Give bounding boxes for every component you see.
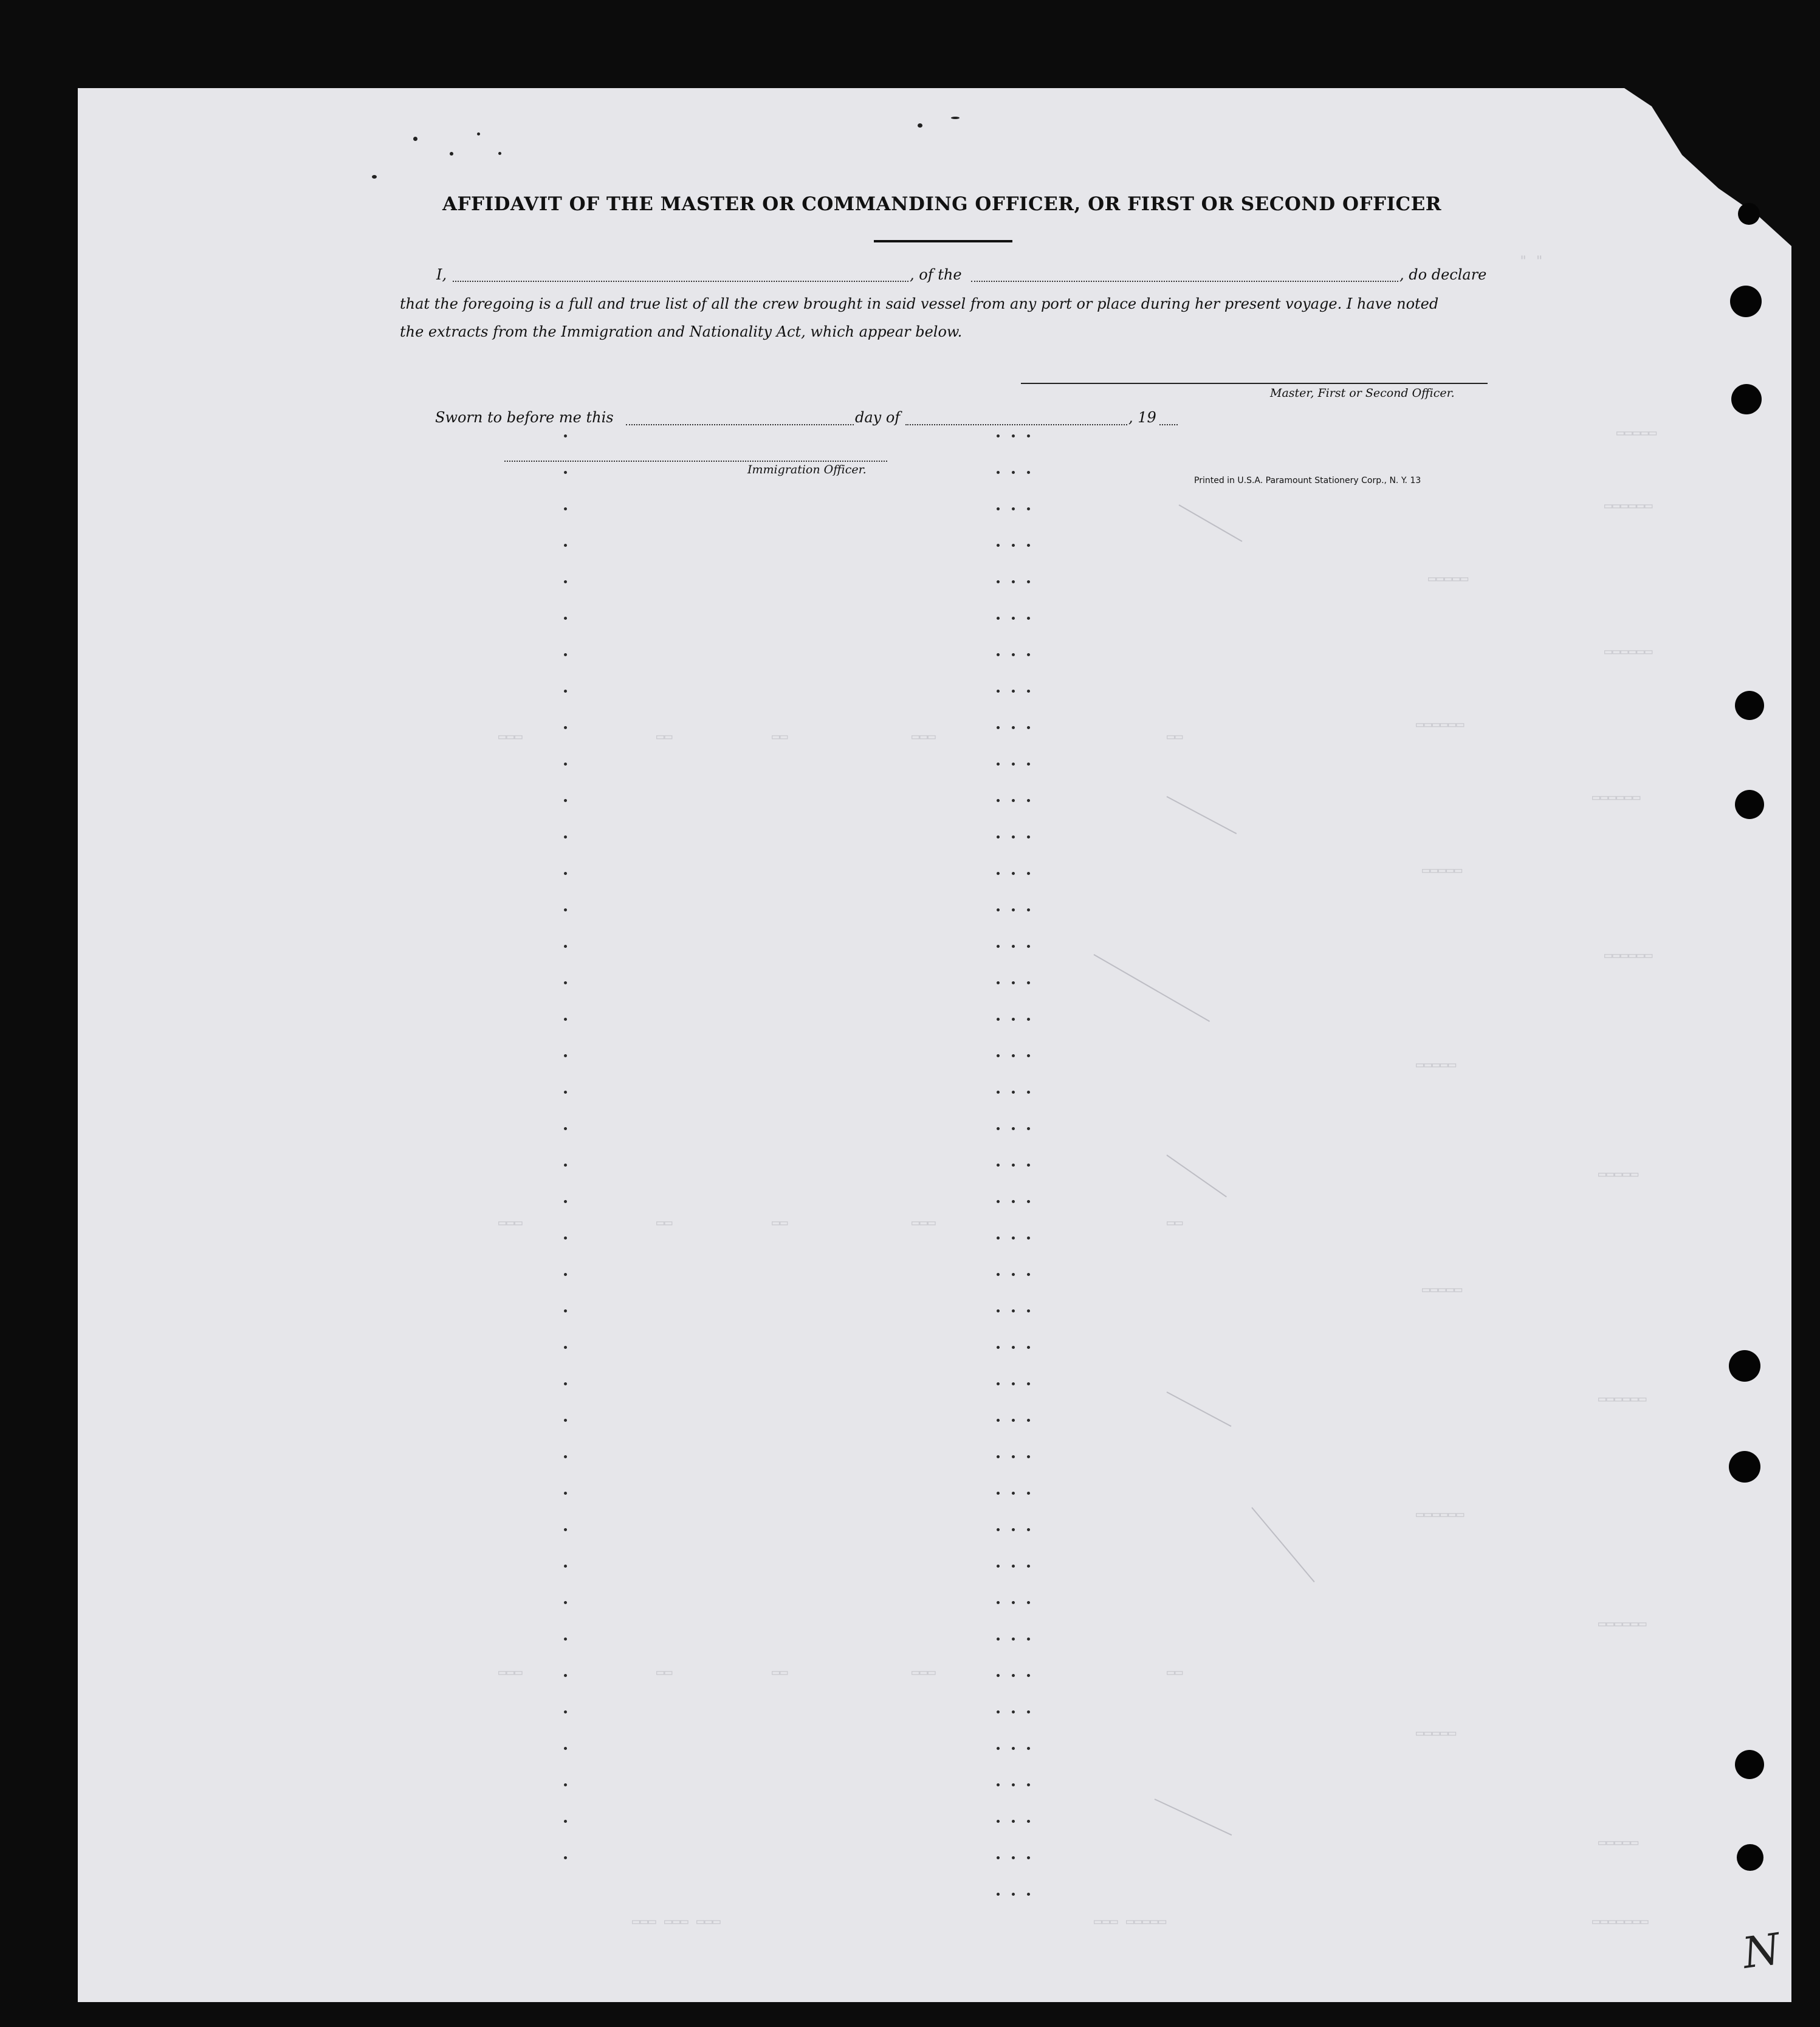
statement-line-2: the extracts from the Immigration and Nationality Act, which appear below. bbox=[400, 323, 963, 340]
period-mark bbox=[1012, 544, 1015, 547]
period-mark bbox=[1012, 1164, 1015, 1167]
punch-hole bbox=[1737, 1844, 1763, 1871]
period-mark bbox=[564, 1419, 567, 1422]
bleed-through-text: ▭▭▭▭▭▭▭ bbox=[1592, 1914, 1649, 1929]
year-label: , 19 bbox=[1128, 409, 1156, 426]
scan-speck bbox=[951, 117, 960, 119]
period-mark bbox=[1027, 1346, 1030, 1349]
punch-hole bbox=[1731, 384, 1762, 414]
period-mark bbox=[1027, 1747, 1030, 1750]
period-mark bbox=[1012, 981, 1015, 984]
period-mark bbox=[997, 507, 1000, 510]
period-mark bbox=[997, 1236, 1000, 1240]
period-mark bbox=[997, 1893, 1000, 1896]
officer-signature-line bbox=[504, 461, 887, 462]
period-mark bbox=[564, 1783, 567, 1786]
bleed-through-text: ▭▭▭▭▭▭ bbox=[1592, 790, 1641, 805]
bleed-through-text: ▭▭▭ bbox=[498, 1215, 523, 1230]
period-mark bbox=[564, 1346, 567, 1349]
period-mark bbox=[1012, 1309, 1015, 1312]
bleed-through-text: ▭▭▭▭▭ bbox=[1616, 425, 1657, 441]
bleed-through-text: ▭▭ bbox=[1167, 1215, 1183, 1230]
period-mark bbox=[1027, 1638, 1030, 1641]
margin-handwritten-mark: N bbox=[1739, 1924, 1784, 1978]
period-mark bbox=[1012, 1747, 1015, 1750]
period-mark bbox=[997, 1200, 1000, 1203]
period-mark bbox=[1012, 1127, 1015, 1130]
affidavit-title: AFFIDAVIT OF THE MASTER OR COMMANDING OFFICER, OR FIRST OR SECOND OFFICER bbox=[442, 193, 1442, 215]
punch-hole bbox=[1729, 1451, 1760, 1483]
period-mark bbox=[1027, 1127, 1030, 1130]
period-mark bbox=[1027, 1455, 1030, 1458]
bleed-through-text: " " bbox=[1519, 254, 1544, 269]
period-mark bbox=[1027, 1054, 1030, 1057]
period-mark bbox=[564, 945, 567, 948]
period-mark bbox=[997, 1382, 1000, 1385]
sworn-label: Sworn to before me this bbox=[435, 409, 614, 426]
bleed-through-text: ▭▭ bbox=[1167, 1665, 1183, 1680]
period-mark bbox=[1012, 1710, 1015, 1713]
period-mark bbox=[1012, 580, 1015, 583]
period-mark bbox=[564, 1856, 567, 1859]
period-mark bbox=[1027, 653, 1030, 656]
period-mark bbox=[997, 1492, 1000, 1495]
period-mark bbox=[564, 1018, 567, 1021]
period-mark bbox=[564, 1455, 567, 1458]
period-mark bbox=[997, 1346, 1000, 1349]
bleed-through-text: ▭▭▭▭▭▭ bbox=[1598, 1616, 1647, 1631]
period-mark bbox=[997, 1309, 1000, 1312]
period-mark bbox=[997, 1710, 1000, 1713]
period-mark bbox=[1012, 1528, 1015, 1531]
punch-hole bbox=[1735, 790, 1764, 819]
period-mark bbox=[564, 507, 567, 510]
bleed-through-text: ▭▭▭▭▭▭ bbox=[1598, 1391, 1647, 1407]
period-mark bbox=[1027, 1856, 1030, 1859]
period-mark bbox=[997, 1747, 1000, 1750]
sworn-day-field bbox=[626, 424, 854, 425]
period-mark bbox=[564, 763, 567, 766]
period-mark bbox=[997, 1820, 1000, 1823]
period-mark bbox=[997, 1856, 1000, 1859]
period-mark bbox=[1027, 544, 1030, 547]
period-mark bbox=[564, 1382, 567, 1385]
period-mark bbox=[1012, 1820, 1015, 1823]
bleed-through-text: ▭▭ bbox=[772, 1665, 788, 1680]
period-mark bbox=[997, 1528, 1000, 1531]
period-mark bbox=[997, 835, 1000, 839]
period-mark bbox=[1027, 1091, 1030, 1094]
period-mark bbox=[1012, 1455, 1015, 1458]
bleed-through-text: ▭▭▭ ▭▭▭▭▭ bbox=[1094, 1914, 1167, 1929]
period-mark bbox=[1027, 1674, 1030, 1677]
period-mark bbox=[564, 726, 567, 729]
punch-hole bbox=[1738, 203, 1760, 225]
period-mark bbox=[997, 1018, 1000, 1021]
period-mark bbox=[1012, 1601, 1015, 1604]
period-mark bbox=[564, 1528, 567, 1531]
bleed-through-text: ▭▭ bbox=[1167, 729, 1183, 744]
period-mark bbox=[564, 690, 567, 693]
period-mark bbox=[997, 1054, 1000, 1057]
period-mark bbox=[997, 580, 1000, 583]
period-mark bbox=[1012, 1565, 1015, 1568]
period-mark bbox=[564, 1236, 567, 1240]
bleed-through-text: ▭▭▭▭▭▭ bbox=[1416, 1507, 1465, 1522]
period-mark bbox=[564, 835, 567, 839]
of-the-label: , of the bbox=[910, 266, 962, 283]
bleed-through-text: ▭▭▭▭▭▭ bbox=[1604, 644, 1653, 659]
bleed-through-text: ▭▭▭▭▭▭ bbox=[1416, 717, 1465, 732]
period-mark bbox=[564, 1309, 567, 1312]
period-mark bbox=[564, 580, 567, 583]
period-mark bbox=[564, 908, 567, 911]
period-mark bbox=[1012, 1492, 1015, 1495]
period-mark bbox=[997, 690, 1000, 693]
period-mark bbox=[1012, 1783, 1015, 1786]
period-mark bbox=[1027, 1018, 1030, 1021]
sworn-year-field bbox=[1159, 424, 1178, 425]
bleed-through-text: ▭▭ bbox=[656, 1665, 673, 1680]
period-mark bbox=[1027, 835, 1030, 839]
period-mark bbox=[1027, 945, 1030, 948]
punch-hole bbox=[1730, 286, 1762, 317]
period-mark bbox=[997, 434, 1000, 437]
period-mark bbox=[1027, 1492, 1030, 1495]
signature-caption: Master, First or Second Officer. bbox=[1270, 386, 1455, 400]
vessel-field bbox=[971, 281, 1398, 282]
period-mark bbox=[1027, 1565, 1030, 1568]
punch-hole bbox=[1735, 1750, 1764, 1779]
scan-speck bbox=[450, 152, 453, 156]
period-mark bbox=[1027, 1236, 1030, 1240]
period-mark bbox=[1012, 1382, 1015, 1385]
printer-note: Printed in U.S.A. Paramount Stationery Corp., N. Y. 13 bbox=[1194, 476, 1421, 485]
period-mark bbox=[564, 1710, 567, 1713]
period-mark bbox=[1027, 1309, 1030, 1312]
period-mark bbox=[1027, 1382, 1030, 1385]
bleed-through-text: ▭▭▭▭▭▭ bbox=[1604, 948, 1653, 963]
period-mark bbox=[564, 981, 567, 984]
period-mark bbox=[1027, 1164, 1030, 1167]
declaration-prefix: I, bbox=[436, 266, 447, 283]
period-mark bbox=[997, 1638, 1000, 1641]
scan-speck bbox=[498, 152, 501, 155]
period-mark bbox=[1012, 945, 1015, 948]
period-mark bbox=[1027, 1419, 1030, 1422]
period-mark bbox=[564, 617, 567, 620]
bleed-through-text: ▭▭ bbox=[772, 1215, 788, 1230]
paper-sheet bbox=[78, 88, 1791, 2002]
period-mark bbox=[1027, 1820, 1030, 1823]
sworn-month-field bbox=[905, 424, 1127, 425]
period-mark bbox=[564, 434, 567, 437]
period-mark bbox=[997, 1565, 1000, 1568]
title-rule bbox=[874, 240, 1012, 242]
period-mark bbox=[1012, 726, 1015, 729]
period-mark bbox=[1012, 1273, 1015, 1276]
period-mark bbox=[997, 908, 1000, 911]
period-mark bbox=[1027, 1893, 1030, 1896]
scan-speck bbox=[372, 175, 377, 179]
period-mark bbox=[564, 1601, 567, 1604]
day-of-label: day of bbox=[855, 409, 901, 426]
period-mark bbox=[997, 981, 1000, 984]
period-mark bbox=[1027, 580, 1030, 583]
officer-caption: Immigration Officer. bbox=[747, 463, 867, 476]
period-mark bbox=[564, 1820, 567, 1823]
period-mark bbox=[1027, 471, 1030, 474]
period-mark bbox=[1027, 1601, 1030, 1604]
period-mark bbox=[1012, 617, 1015, 620]
period-mark bbox=[1027, 1710, 1030, 1713]
period-mark bbox=[564, 1747, 567, 1750]
period-mark bbox=[564, 1273, 567, 1276]
period-mark bbox=[564, 544, 567, 547]
bleed-through-text: ▭▭▭▭▭ bbox=[1598, 1167, 1639, 1182]
period-mark bbox=[1027, 872, 1030, 875]
period-mark bbox=[997, 1601, 1000, 1604]
period-mark bbox=[1012, 835, 1015, 839]
period-mark bbox=[1012, 872, 1015, 875]
bleed-through-text: ▭▭▭ bbox=[912, 729, 936, 744]
bleed-through-text: ▭▭▭ bbox=[912, 1665, 936, 1680]
period-mark bbox=[564, 1091, 567, 1094]
bleed-through-text: ▭▭▭▭▭ bbox=[1416, 1057, 1457, 1072]
period-mark bbox=[1012, 1054, 1015, 1057]
period-mark bbox=[1027, 1783, 1030, 1786]
period-mark bbox=[1027, 981, 1030, 984]
period-mark bbox=[564, 653, 567, 656]
period-mark bbox=[1012, 908, 1015, 911]
period-mark bbox=[564, 1565, 567, 1568]
bleed-through-text: ▭▭▭ ▭▭▭ ▭▭▭ bbox=[632, 1914, 721, 1929]
period-mark bbox=[997, 1164, 1000, 1167]
bleed-through-text: ▭▭ bbox=[772, 729, 788, 744]
period-mark bbox=[564, 1127, 567, 1130]
period-mark bbox=[1012, 434, 1015, 437]
period-mark bbox=[564, 471, 567, 474]
period-mark bbox=[997, 872, 1000, 875]
period-mark bbox=[997, 1091, 1000, 1094]
bleed-through-text: ▭▭▭▭▭▭ bbox=[1604, 498, 1653, 513]
period-mark bbox=[1027, 763, 1030, 766]
period-mark bbox=[997, 1127, 1000, 1130]
period-mark bbox=[1027, 1528, 1030, 1531]
punch-hole bbox=[1729, 1350, 1760, 1382]
bleed-through-text: ▭▭▭ bbox=[498, 729, 523, 744]
period-mark bbox=[1012, 1419, 1015, 1422]
period-mark bbox=[997, 1455, 1000, 1458]
period-mark bbox=[997, 1419, 1000, 1422]
name-field bbox=[453, 281, 908, 282]
period-mark bbox=[1012, 1018, 1015, 1021]
period-mark bbox=[997, 1273, 1000, 1276]
period-mark bbox=[997, 544, 1000, 547]
period-mark bbox=[1027, 1200, 1030, 1203]
statement-line-1: that the foregoing is a full and true list of all the crew brought in said vessel from any port or place during her present voyage. I have noted bbox=[400, 295, 1439, 312]
do-declare-label: , do declare bbox=[1399, 266, 1487, 283]
period-mark bbox=[1012, 763, 1015, 766]
period-mark bbox=[997, 726, 1000, 729]
period-mark bbox=[564, 1638, 567, 1641]
period-mark bbox=[1027, 617, 1030, 620]
period-mark bbox=[1012, 1893, 1015, 1896]
period-mark bbox=[1027, 434, 1030, 437]
scan-speck bbox=[413, 137, 417, 141]
scan-speck bbox=[477, 132, 480, 135]
period-mark bbox=[1012, 507, 1015, 510]
period-mark bbox=[1012, 1200, 1015, 1203]
period-mark bbox=[564, 1164, 567, 1167]
period-mark bbox=[1012, 653, 1015, 656]
period-mark bbox=[997, 471, 1000, 474]
period-mark bbox=[997, 799, 1000, 802]
period-mark bbox=[1027, 507, 1030, 510]
period-mark bbox=[1012, 1346, 1015, 1349]
period-mark bbox=[997, 1674, 1000, 1677]
period-mark bbox=[1012, 1856, 1015, 1859]
bleed-through-text: ▭▭▭▭▭ bbox=[1598, 1835, 1639, 1850]
period-mark bbox=[997, 945, 1000, 948]
scan-speck bbox=[918, 123, 922, 128]
period-mark bbox=[564, 1492, 567, 1495]
period-mark bbox=[997, 763, 1000, 766]
period-mark bbox=[1027, 908, 1030, 911]
bleed-through-text: ▭▭▭▭▭ bbox=[1422, 863, 1463, 878]
period-mark bbox=[1027, 726, 1030, 729]
period-mark bbox=[564, 1200, 567, 1203]
punch-hole bbox=[1735, 691, 1764, 720]
bleed-through-text: ▭▭▭ bbox=[912, 1215, 936, 1230]
bleed-through-text: ▭▭ bbox=[656, 729, 673, 744]
period-mark bbox=[1027, 1273, 1030, 1276]
period-mark bbox=[1012, 1236, 1015, 1240]
period-mark bbox=[997, 1783, 1000, 1786]
period-mark bbox=[1012, 471, 1015, 474]
bleed-through-text: ▭▭▭▭▭ bbox=[1422, 1282, 1463, 1297]
signature-line bbox=[1021, 383, 1488, 384]
period-mark bbox=[997, 617, 1000, 620]
period-mark bbox=[997, 653, 1000, 656]
period-mark bbox=[564, 872, 567, 875]
bleed-through-text: ▭▭ bbox=[656, 1215, 673, 1230]
bleed-through-text: ▭▭▭▭▭ bbox=[1416, 1726, 1457, 1741]
period-mark bbox=[1027, 690, 1030, 693]
period-mark bbox=[564, 799, 567, 802]
period-mark bbox=[1012, 1674, 1015, 1677]
bleed-through-text: ▭▭▭ bbox=[498, 1665, 523, 1680]
period-mark bbox=[1027, 799, 1030, 802]
period-mark bbox=[1012, 1091, 1015, 1094]
period-mark bbox=[564, 1054, 567, 1057]
period-mark bbox=[1012, 799, 1015, 802]
period-mark bbox=[1012, 1638, 1015, 1641]
bleed-through-text: ▭▭▭▭▭ bbox=[1428, 571, 1469, 586]
period-mark bbox=[1012, 690, 1015, 693]
period-mark bbox=[564, 1674, 567, 1677]
